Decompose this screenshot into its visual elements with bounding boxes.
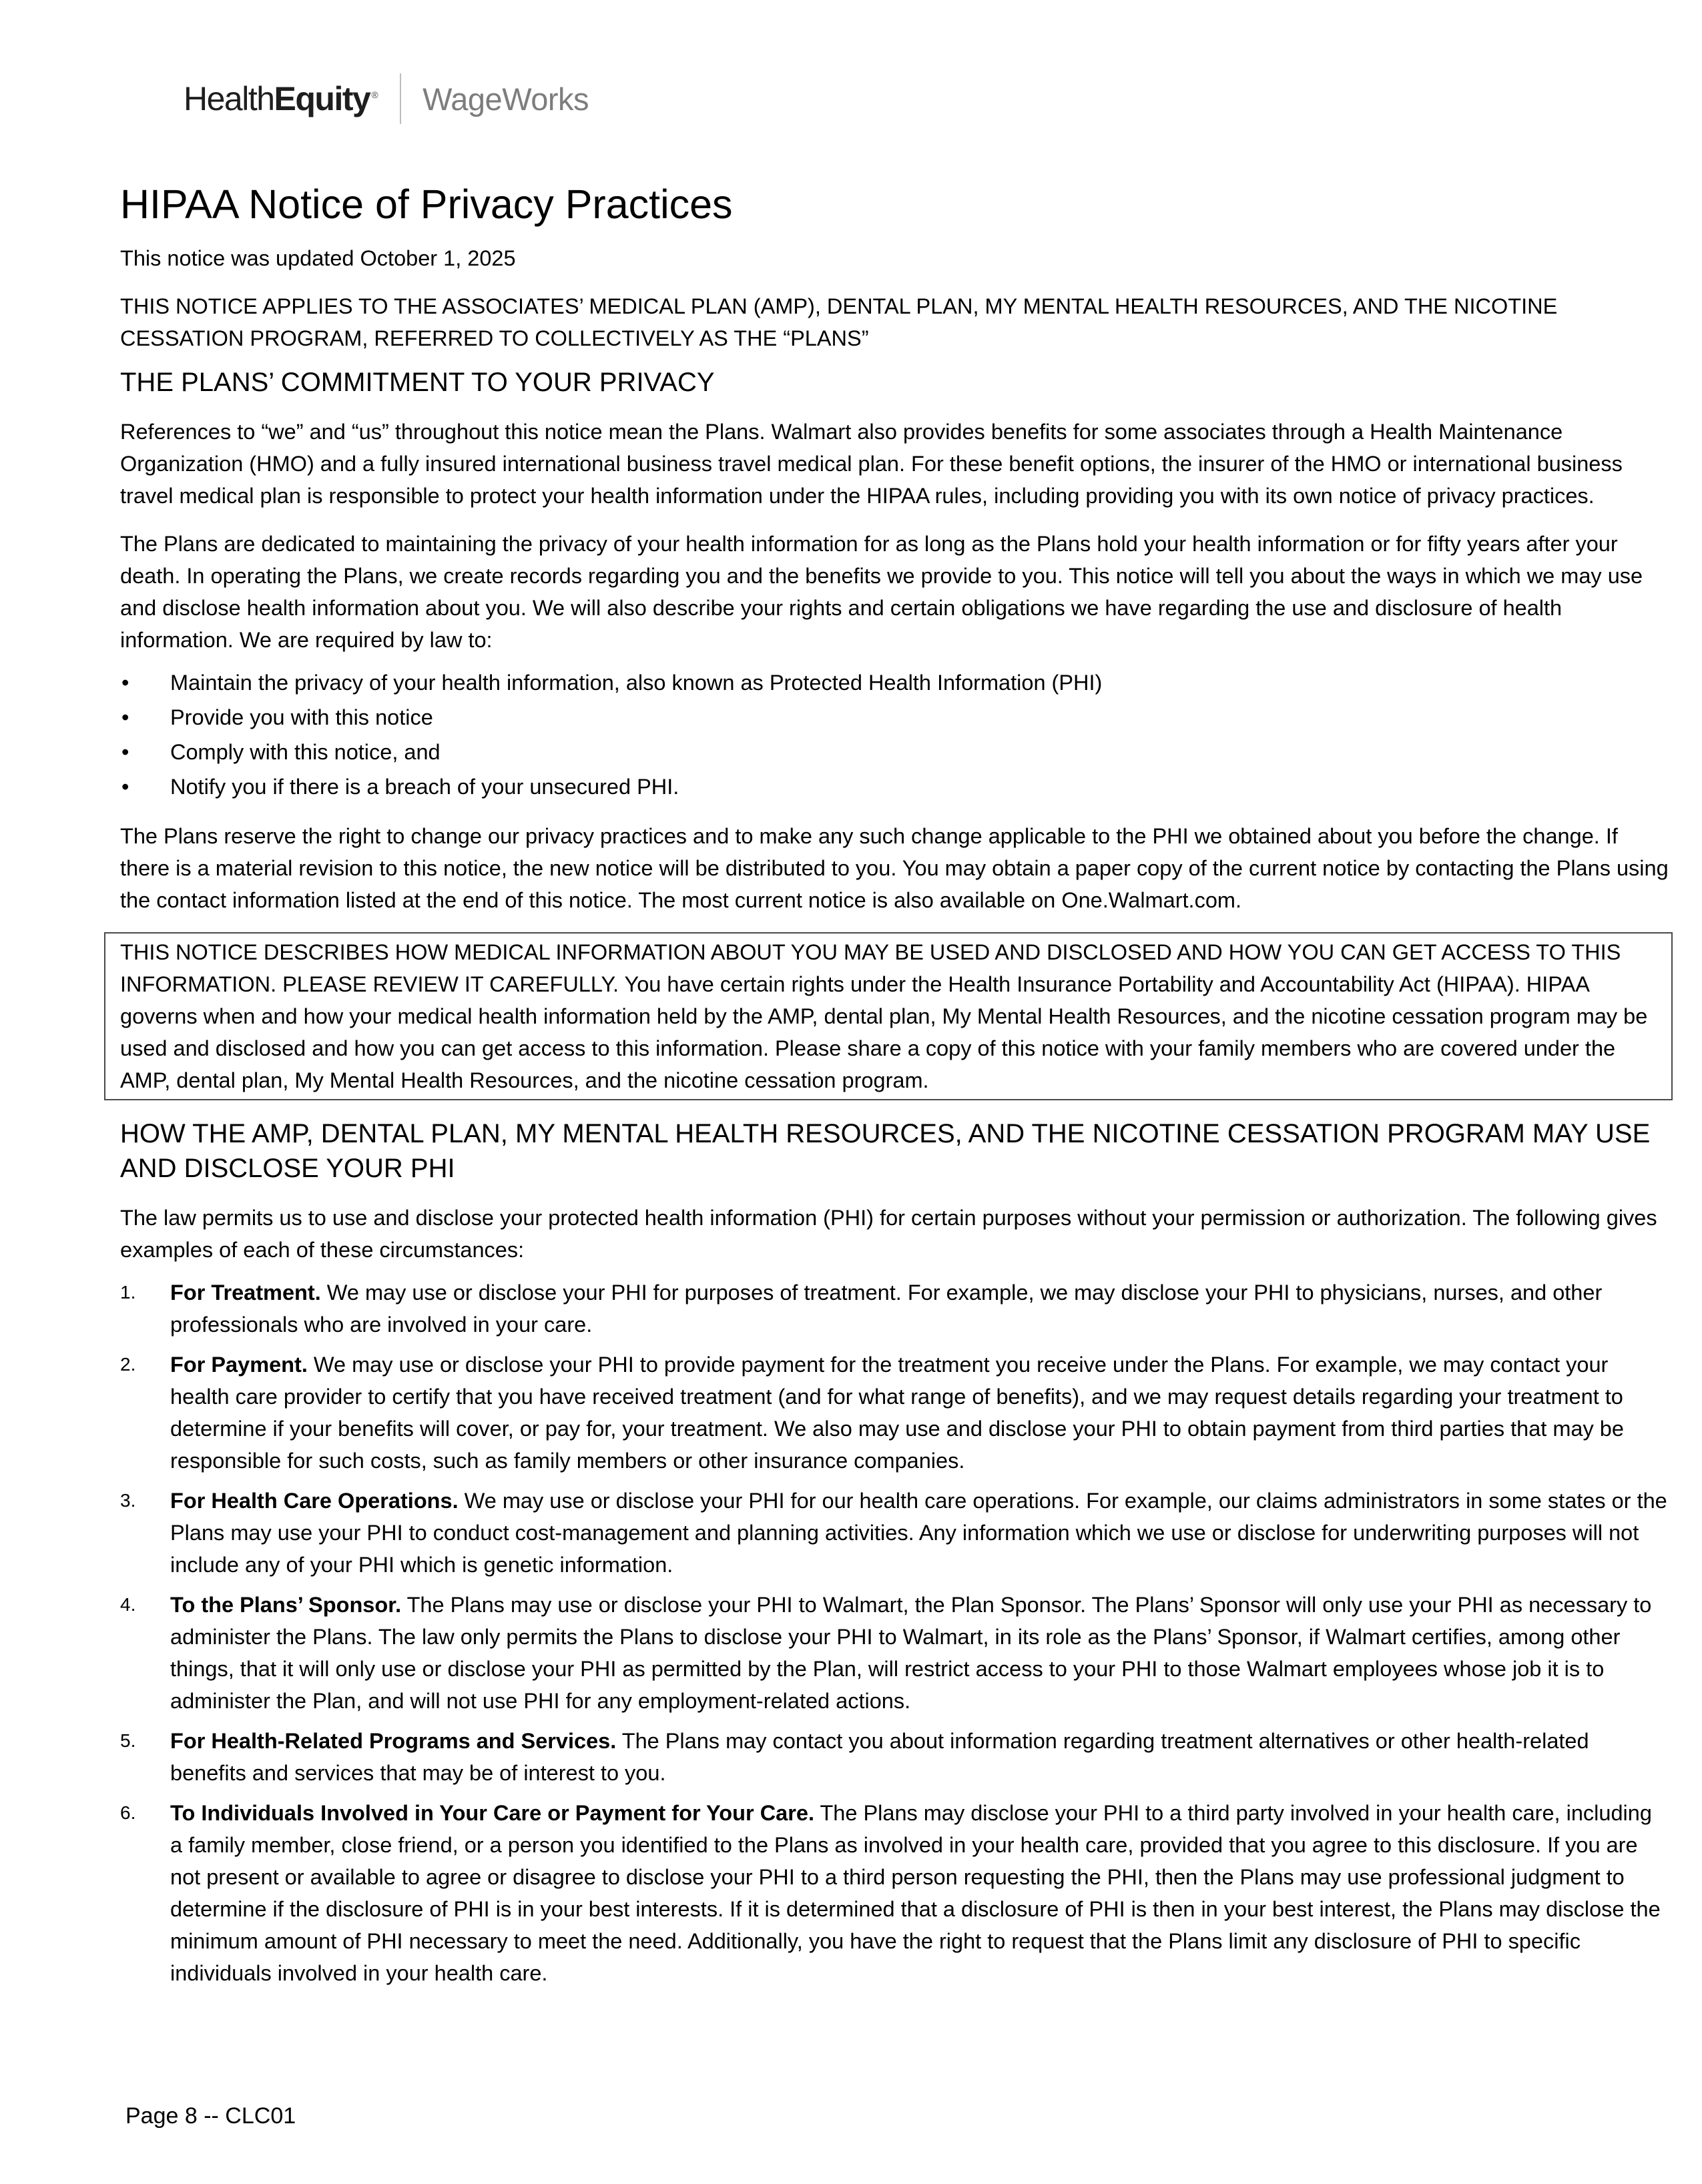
bullet-icon: • — [121, 671, 129, 695]
updated-date: This notice was updated October 1, 2025 — [120, 246, 516, 271]
commitment-paragraph-3: The Plans reserve the right to change our privacy practices and to make any such change applicable to the PHI we obtained about you before the change. If there is a material revision to this notice, the new notice will be distributed to you. You may obtain a paper copy of the current notice by contacting the Plans using the contact information listed at the end of this notice. The most current notice is also available on One.Walmart.com. — [120, 824, 1669, 913]
item-number: 6. — [120, 1802, 136, 1824]
list-item: • Provide you with this notice — [120, 700, 1669, 735]
uses-list — [120, 1277, 1669, 1989]
list-item — [120, 1725, 1669, 1789]
list-item — [120, 1485, 1669, 1581]
notice-body — [120, 180, 1669, 1997]
commitment-paragraph-1: References to “we” and “us” throughout this notice mean the Plans. Walmart also provides benefits for some associates through a Health Maintenance Organization (HMO) and a fully insured international business travel medical plan. For these benefit options, the insurer of the HMO or international business travel medical plan is responsible to protect your health information under the HIPAA rules, including providing you with its own notice of privacy practices. — [120, 420, 1623, 508]
logo-divider — [400, 73, 401, 124]
item-text: The Plans may disclose your PHI to a third party involved in your health care, including a family member, close friend, or a person you identified to the Plans as involved in your health care, provided that you agree to this disclosure. If you are not present or available to agree or disagree to disclose your PHI to a third person requesting the PHI, then the Plans may use professional judgment to determine if the disclosure of PHI is in your best interests. If it is determined that a disclosure of PHI is then in your best interest, the Plans may disclose the minimum amount of PHI necessary to meet the need. Additionally, you have the right to request that the Plans limit any disclosure of PHI to specific individuals involved in your health care. — [170, 1801, 1661, 1986]
item-text: We may use or disclose your PHI to provide payment for the treatment you receive under the Plans. For example, we may contact your health care provider to certify that you have received treatment (and for what range of benefits), and we may request details regarding your treatment to determine if your benefits will cover, or pay for, your treatment. We also may use and disclose your PHI to obtain payment from third parties that may be responsible for such costs, such as family members or other insurance companies. — [170, 1353, 1624, 1473]
page-footer: Page 8 -- CLC01 — [125, 2103, 296, 2129]
item-number: 1. — [120, 1282, 136, 1303]
notice-description-box — [104, 932, 1673, 1100]
item-text: The Plans may use or disclose your PHI to Walmart, the Plan Sponsor. The Plans’ Sponsor will only use your PHI as necessary to administer the Plans. The law only permits the Plans to disclose your PHI to Walmart, in its role as the Plans’ Sponsor, if Walmart certifies, among other things, that it will only use or disclose your PHI as permitted by the Plan, will restrict access to your PHI to those Walmart employees whose job it is to administer the Plan, and will not use PHI for any employment-related actions. — [170, 1593, 1652, 1714]
item-title: For Health Care Operations. — [170, 1489, 459, 1513]
commitment-paragraph-2: The Plans are dedicated to maintaining the privacy of your health information for as long as the Plans hold your health information or for fifty years after your death. In operating the Plans, we create records regarding you and the benefits we provide to you. This notice will tell you about the ways in which we may use and disclose health information about you. We will also describe your rights and certain obligations we have regarding the use and disclosure of health information. We are required by law to: — [120, 532, 1643, 653]
item-title: For Payment. — [170, 1353, 308, 1377]
section-heading-uses: HOW THE AMP, DENTAL PLAN, MY MENTAL HEALTH RESOURCES, AND THE NICOTINE CESSATION PROGRAM MAY USE AND DISCLOSE YOUR PHI — [120, 1119, 1651, 1184]
list-item — [120, 1349, 1669, 1477]
item-text: The Plans may contact you about information regarding treatment alternatives or other health-related benefits and services that may be of interest to you. — [170, 1729, 1589, 1786]
bullet-icon: • — [121, 775, 129, 799]
uses-intro: The law permits us to use and disclose your protected health information (PHI) for certain purposes without your permission or authorization. The following gives examples of each of these circumstances: — [120, 1206, 1657, 1262]
item-text: We may use or disclose your PHI for purposes of treatment. For example, we may disclose your PHI to physicians, nurses, and other professionals who are involved in your care. — [170, 1281, 1603, 1337]
item-title: To the Plans’ Sponsor. — [170, 1593, 402, 1617]
bullet-icon: • — [121, 740, 129, 765]
section-heading-commitment: THE PLANS’ COMMITMENT TO YOUR PRIVACY — [120, 368, 715, 398]
list-item: • Notify you if there is a breach of your unsecured PHI. — [120, 769, 1669, 804]
page-title: HIPAA Notice of Privacy Practices — [120, 181, 733, 227]
item-text: We may use or disclose your PHI for our health care operations. For example, our claims administrators in some states or the Plans may use your PHI to conduct cost-management and planning activities. Any information which we use or disclose for underwriting purposes will not include any of your PHI which is genetic information. — [170, 1489, 1667, 1577]
wageworks-wordmark: WageWorks — [422, 81, 589, 117]
notice-description-text: THIS NOTICE DESCRIBES HOW MEDICAL INFORMATION ABOUT YOU MAY BE USED AND DISCLOSED AND HOW YOU CAN GET ACCESS TO THIS INFORMATION. PLEASE REVIEW IT CAREFULLY. You have certain rights under the Health Insurance Portability and Accountability Act (HIPAA). HIPAA governs when and how your medical health information held by the AMP, dental plan, My Mental Health Resources, and the nicotine cessation program may be used and disclosed and how you can get access to this information. Please share a copy of this notice with your family members who are covered under the AMP, dental plan, My Mental Health Resources, and the nicotine cessation program. — [120, 940, 1648, 1093]
healthequity-wageworks-logo — [184, 72, 589, 125]
item-number: 5. — [120, 1730, 136, 1752]
healthequity-wordmark: HealthEquity ® — [184, 80, 378, 117]
list-item: • Maintain the privacy of your health information, also known as Protected Health Information (PHI) — [120, 665, 1669, 700]
item-title: To Individuals Involved in Your Care or Payment for Your Care. — [170, 1801, 814, 1826]
applies-statement: THIS NOTICE APPLIES TO THE ASSOCIATES’ MEDICAL PLAN (AMP), DENTAL PLAN, MY MENTAL HEALTH RESOURCES, AND THE NICOTINE CESSATION PROGRAM, REFERRED TO COLLECTIVELY AS THE “PLANS” — [120, 294, 1558, 351]
item-number: 4. — [120, 1594, 136, 1615]
list-item — [120, 1797, 1669, 1989]
obligations-list — [120, 665, 1669, 804]
list-item: • Comply with this notice, and — [120, 735, 1669, 769]
item-number: 2. — [120, 1354, 136, 1375]
bullet-icon: • — [121, 705, 129, 730]
list-item — [120, 1277, 1669, 1341]
item-title: For Treatment. — [170, 1281, 321, 1305]
list-item — [120, 1589, 1669, 1717]
item-number: 3. — [120, 1490, 136, 1511]
item-title: For Health-Related Programs and Services. — [170, 1729, 617, 1754]
